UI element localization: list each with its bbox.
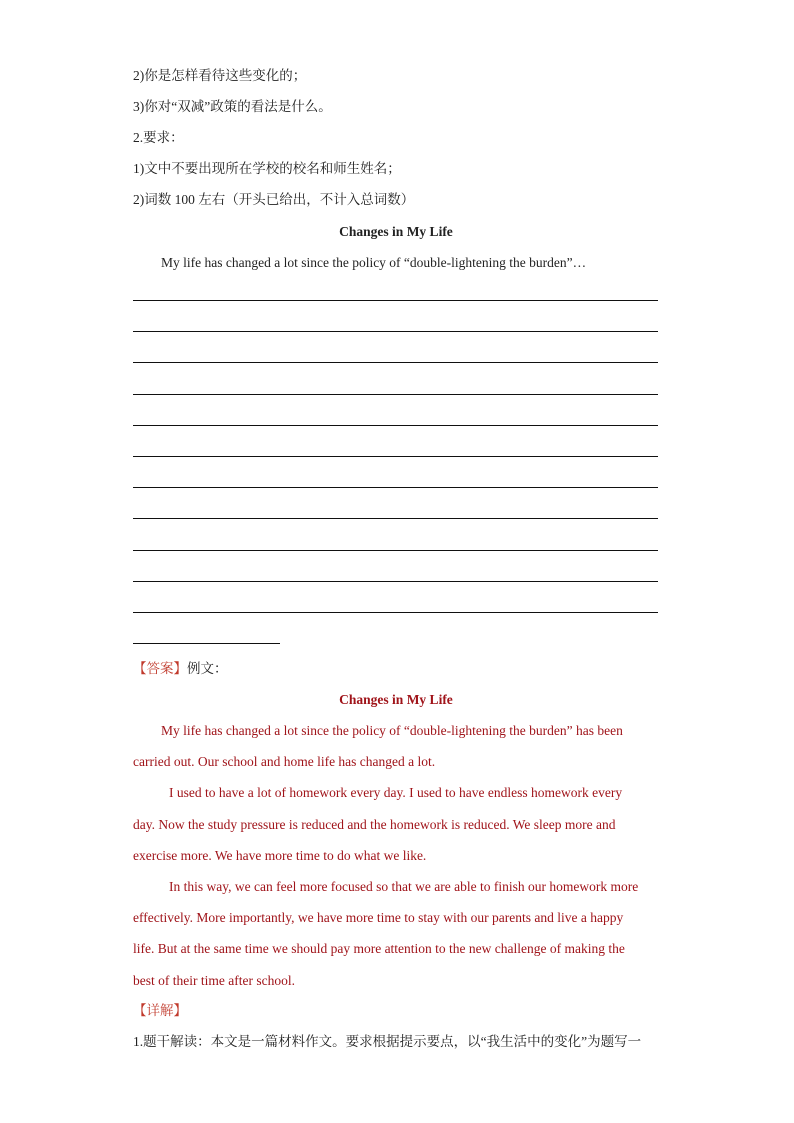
writing-line: [133, 612, 658, 613]
answer-label: 例文：: [187, 661, 228, 676]
sample-title: Changes in My Life: [339, 692, 453, 707]
essay-opening: My life has changed a lot since the policy of “double-lightening the burden”…: [161, 255, 587, 270]
writing-line: [133, 550, 658, 551]
detail-heading: 【详解】: [133, 1003, 187, 1018]
writing-line: [133, 394, 658, 395]
sample-para-2-line: day. Now the study pressure is reduced and the homework is reduced. We sleep more and: [133, 816, 616, 832]
writing-line: [133, 487, 658, 488]
sample-para-2-line: exercise more. We have more time to do what we like.: [133, 847, 427, 863]
sample-para-3-line: In this way, we can feel more focused so that we are able to finish our homework more: [169, 879, 639, 895]
requirement-item-2: 2)词数 100 左右（开头已给出，不计入总词数）: [133, 192, 415, 207]
sample-para-3-line: best of their time after school.: [133, 972, 295, 988]
essay-title: Changes in My Life: [339, 224, 453, 239]
writing-line: [133, 456, 658, 457]
writing-line: [133, 425, 658, 426]
requirement-item-1: 1)文中不要出现所在学校的校名和师生姓名；: [133, 161, 401, 176]
writing-line: [133, 300, 658, 301]
sample-para-3-line: effectively. More importantly, we have more time to stay with our parents and live a happy: [133, 910, 624, 926]
requirement-line-3: 3)你对“双减”政策的看法是什么。: [133, 99, 332, 114]
writing-line: [133, 518, 658, 519]
sample-essay: [133, 715, 659, 996]
answer-heading: [133, 659, 228, 679]
writing-line: [133, 581, 658, 582]
answer-bracket-label: 【答案】: [133, 661, 187, 676]
writing-line: [133, 331, 658, 332]
sample-para-1-line: carried out. Our school and home life has changed a lot.: [133, 754, 436, 770]
requirements-header: 2.要求：: [133, 130, 184, 145]
sample-para-2-line: I used to have a lot of homework every day. I used to have endless homework every: [169, 785, 623, 801]
sample-para-3-line: life. But at the same time we should pay more attention to the new challenge of making the: [133, 941, 625, 957]
requirement-line-2: 2)你是怎样看待这些变化的；: [133, 68, 307, 83]
sample-para-1-line: My life has changed a lot since the policy of “double-lightening the burden” has been: [161, 723, 623, 738]
detail-text: 1.题干解读：本文是一篇材料作文。要求根据提示要点，以“我生活中的变化”为题写一: [133, 1034, 642, 1049]
writing-line: [133, 362, 658, 363]
writing-line-short: [133, 643, 280, 644]
